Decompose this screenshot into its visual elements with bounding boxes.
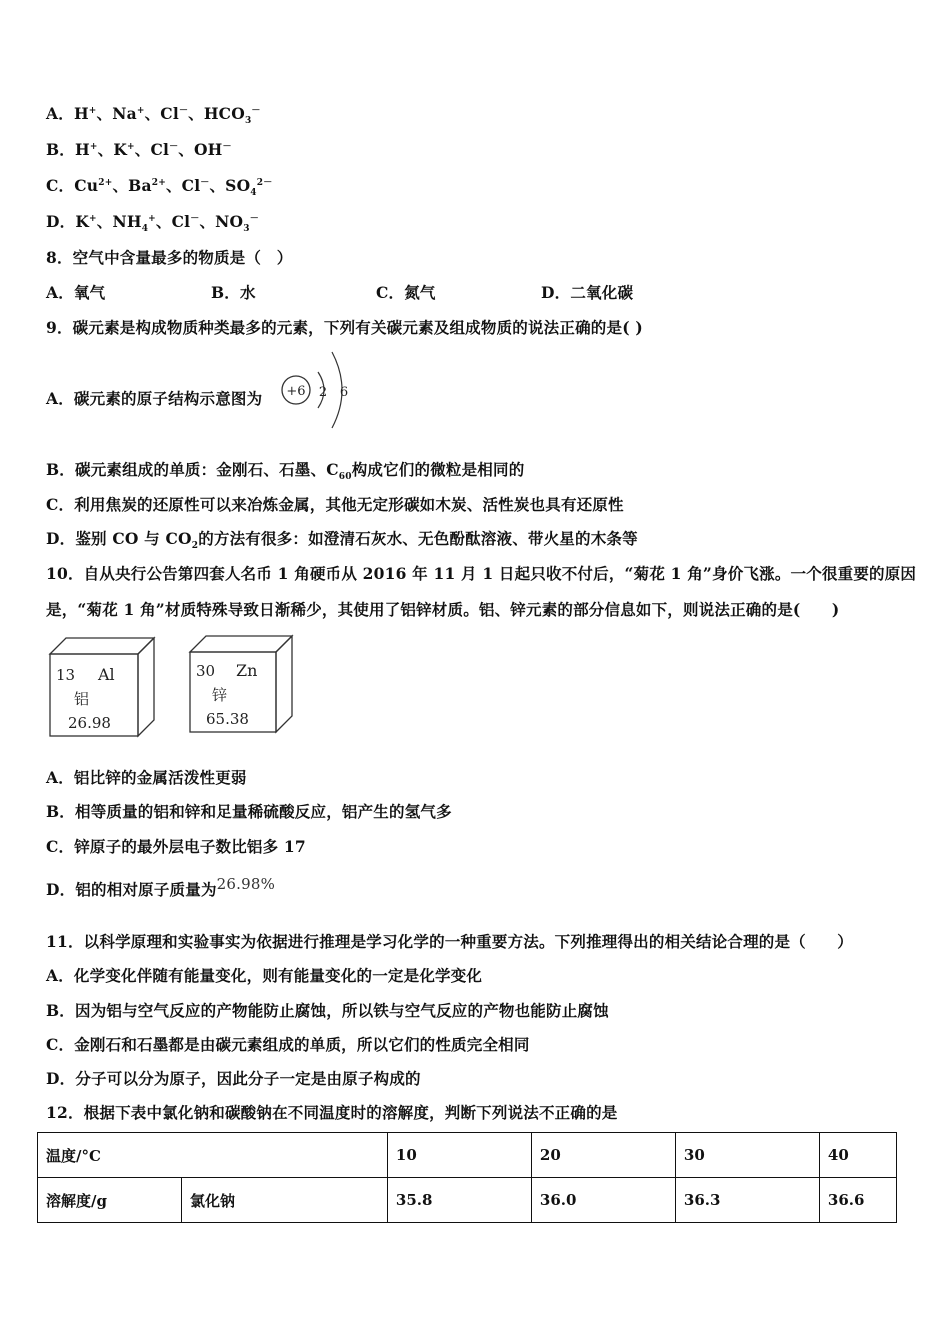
table-row: [38, 1178, 897, 1223]
nacl-value-cell: 35.8: [387, 1178, 531, 1223]
al-atomic-number: 13: [56, 666, 76, 684]
al-atomic-mass: 26.98: [68, 714, 111, 732]
nacl-value-cell: 36.0: [531, 1178, 675, 1223]
temp-cell: 40: [819, 1133, 896, 1178]
q8-option-b: B．水: [211, 283, 256, 302]
nacl-label-cell: 氯化钠: [182, 1178, 388, 1223]
nacl-value-cell: 36.6: [819, 1178, 896, 1223]
zinc-element-card: [186, 632, 296, 736]
zn-name: 锌: [212, 686, 228, 704]
q10-stem-line2: 是，“菊花 1 角”材质特殊导致日渐稀少，其使用了铝锌材质。铝、锌元素的部分信息如下，则说法正确的是( ): [46, 600, 840, 619]
nacl-value-cell: 36.3: [675, 1178, 819, 1223]
q8-option-c: C．氮气: [376, 283, 436, 302]
q11-option-a: A．化学变化伴随有能量变化，则有能量变化的一定是化学变化: [46, 966, 483, 985]
q10-option-a: A．铝比锌的金属活泼性更弱: [46, 768, 247, 787]
q7-option-a: A．H+、Na+、Cl－、$HCO_3^-$: [46, 104, 261, 127]
q8-option-d: D．二氧化碳: [541, 283, 634, 302]
q11-option-b: B．因为铝与空气反应的产物能防止腐蚀，所以铁与空气反应的产物也能防止腐蚀: [46, 1001, 609, 1020]
atom-shell-2-electrons: 6: [339, 385, 349, 400]
temp-cell: 20: [531, 1133, 675, 1178]
carbon-atom-diagram: [278, 344, 358, 430]
q9-option-c: C．利用焦炭的还原性可以来冶炼金属，其他无定形碳如木炭、活性炭也具有还原性: [46, 495, 624, 514]
al-name: 铝: [74, 690, 90, 708]
q10-option-d: D．铝的相对原子质量为26.98%: [46, 875, 276, 899]
q11-option-d: D．分子可以分为原子，因此分子一定是由原子构成的: [46, 1069, 421, 1088]
q9-option-a: A．碳元素的原子结构示意图为: [46, 389, 263, 408]
q7-option-d: D．K+、$NH_4^+$、Cl－、$NO_3^-$: [46, 212, 259, 235]
solubility-table: [37, 1132, 897, 1223]
table-row: [38, 1133, 897, 1178]
q9-stem: 9．碳元素是构成物质种类最多的元素，下列有关碳元素及组成物质的说法正确的是( ): [46, 318, 643, 337]
q8-option-a: A．氧气: [46, 283, 106, 302]
solubility-label-cell: 溶解度/g: [38, 1178, 182, 1223]
q9-option-b: B．碳元素组成的单质：金刚石、石墨、$C_{60}$构成它们的微粒是相同的: [46, 460, 525, 483]
q8-stem: 8．空气中含量最多的物质是（ ）: [46, 248, 293, 267]
q10-option-c: C．锌原子的最外层电子数比铝多 17: [46, 837, 306, 856]
temp-cell: 10: [387, 1133, 531, 1178]
zn-atomic-number: 30: [196, 662, 216, 680]
q10-option-d-value: 26.98%: [216, 875, 276, 893]
q11-stem: 11．以科学原理和实验事实为依据进行推理是学习化学的一种重要方法。下列推理得出的相关结论合理的是（ ）: [46, 932, 853, 951]
atom-shell-1-electrons: 2: [318, 385, 328, 400]
q8-options: [46, 281, 633, 303]
q9-option-d: D．鉴别 CO 与 $CO_2$的方法有很多：如澄清石灰水、无色酚酞溶液、带火星的木条等: [46, 529, 638, 552]
aluminum-element-card: [46, 634, 158, 740]
atom-nucleus-label: +6: [286, 384, 306, 399]
q12-stem: 12．根据下表中氯化钠和碳酸钠在不同温度时的溶解度，判断下列说法不正确的是: [46, 1103, 618, 1122]
q7-option-b: B．H+、K+、Cl－、OH－: [46, 140, 232, 159]
zn-atomic-mass: 65.38: [206, 710, 249, 728]
temp-cell: 30: [675, 1133, 819, 1178]
al-symbol: Al: [98, 665, 115, 684]
q10-option-b: B．相等质量的铝和锌和足量稀硫酸反应，铝产生的氢气多: [46, 802, 452, 821]
q7-option-c: C．$Cu^{2+}$、$Ba^{2+}$、Cl－、$SO_4^{2-}$: [46, 176, 273, 199]
q11-option-c: C．金刚石和石墨都是由碳元素组成的单质，所以它们的性质完全相同: [46, 1035, 530, 1054]
zn-symbol: Zn: [236, 661, 258, 680]
q10-stem-line1: 10．自从央行公告第四套人名币 1 角硬币从 2016 年 11 月 1 日起只收不付后，“菊花 1 角”身价飞涨。一个很重要的原因: [46, 564, 917, 583]
temp-label-cell: 温度/°C: [38, 1133, 388, 1178]
